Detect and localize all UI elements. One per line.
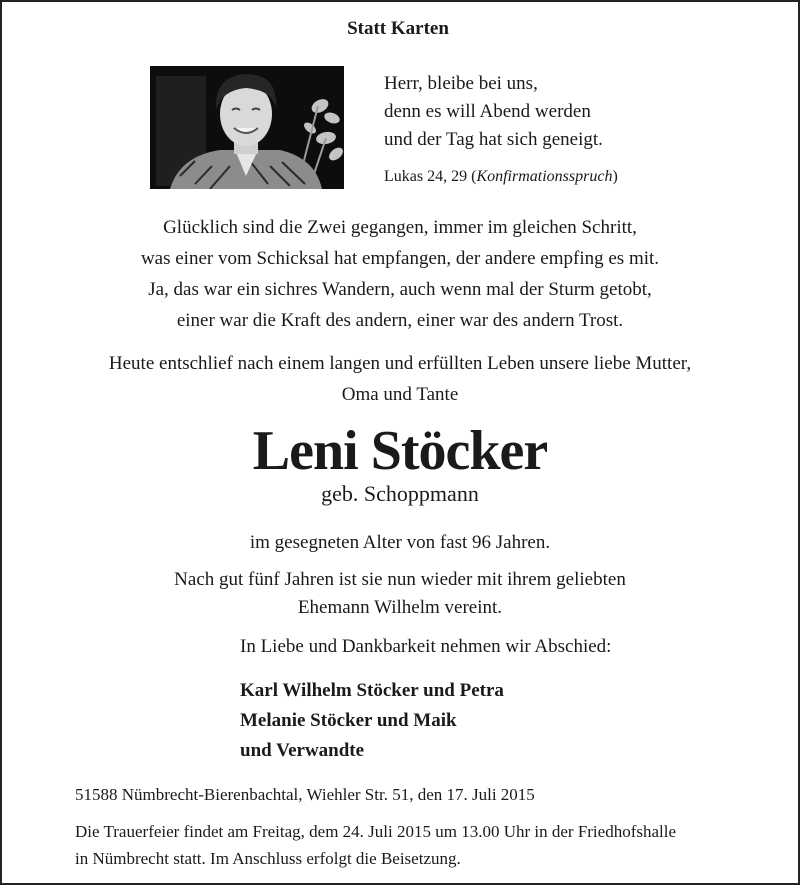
mourners-list (240, 676, 504, 766)
portrait-photo (150, 66, 344, 189)
verse-reference-close: ) (612, 168, 618, 185)
verse-line: und der Tag hat sich geneigt. (384, 129, 603, 150)
bible-verse (384, 70, 603, 154)
notice-heading: Statt Karten (347, 18, 449, 39)
place-and-date: 51588 Nümbrecht-Bierenbachtal, Wiehler Str. 51, den 17. Juli 2015 (75, 785, 535, 804)
mourner: und Verwandte (240, 740, 365, 761)
reunited-line: Nach gut fünf Jahren ist sie nun wieder mit ihrem geliebten (174, 569, 626, 590)
verse-line: Herr, bleibe bei uns, (384, 73, 538, 94)
poem-line: was einer vom Schicksal hat empfangen, der andere empfing es mit. (140, 248, 660, 269)
funeral-info (75, 818, 676, 872)
verse-reference (384, 168, 618, 186)
funeral-line: in Nümbrecht statt. Im Anschluss erfolgt die Beisetzung. (75, 849, 461, 868)
poem-line: einer war die Kraft des andern, einer war des andern Trost. (176, 310, 624, 331)
reunited-line: Ehemann Wilhelm vereint. (297, 597, 503, 618)
verse-reference-text: Lukas 24, 29 ( (384, 168, 477, 185)
intro-line: Heute entschlief nach einem langen und erfüllten Leben unsere liebe Mutter, (108, 353, 692, 374)
deceased-name: Leni Stöcker (252, 420, 548, 482)
poem-line: Ja, das war ein sichres Wandern, auch wenn mal der Sturm getobt, (148, 279, 652, 300)
age-line: im gesegneten Alter von fast 96 Jahren. (249, 532, 551, 553)
verse-reference-note: Konfirmationsspruch (476, 168, 613, 185)
mourner: Melanie Stöcker und Maik (240, 710, 457, 731)
mourner: Karl Wilhelm Stöcker und Petra (240, 680, 504, 701)
verse-line: denn es will Abend werden (384, 101, 591, 122)
portrait-image (150, 66, 344, 189)
funeral-line: Die Trauerfeier findet am Freitag, dem 24. Juli 2015 um 13.00 Uhr in der Friedhofshalle (75, 822, 677, 841)
intro-text (0, 348, 800, 410)
maiden-name: geb. Schoppmann (321, 481, 479, 506)
poem (0, 212, 800, 336)
farewell-line: In Liebe und Dankbarkeit nehmen wir Abschied: (240, 636, 612, 657)
reunited-text (0, 566, 800, 622)
intro-line: Oma und Tante (341, 384, 459, 405)
poem-line: Glücklich sind die Zwei gegangen, immer im gleichen Schritt, (163, 217, 637, 238)
